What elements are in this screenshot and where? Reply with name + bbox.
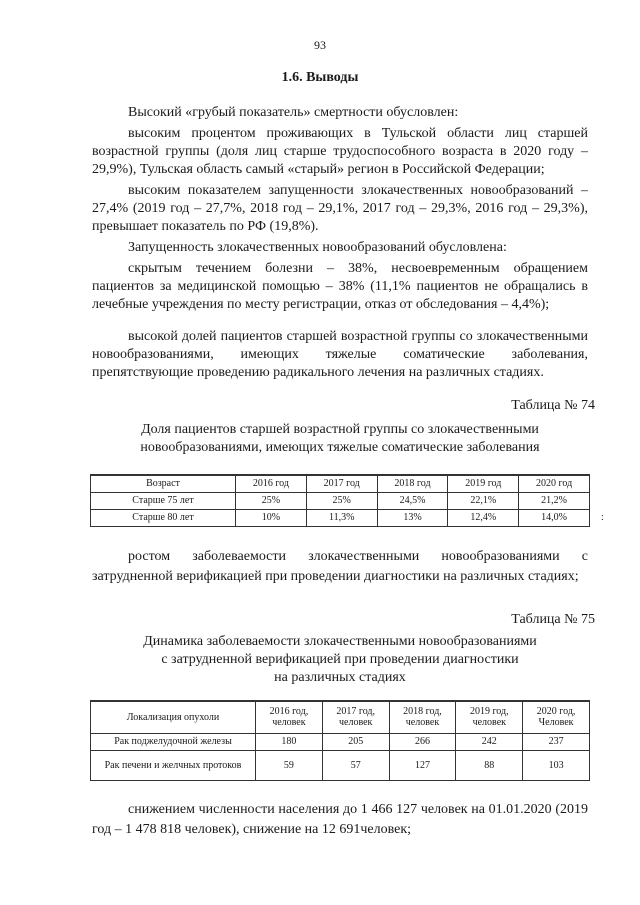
table-header-cell: Локализация опухоли: [91, 701, 256, 733]
table-cell: 25%: [306, 492, 377, 509]
paragraph: Запущенность злокачественных новообразований обусловлена:: [128, 240, 507, 255]
table-header-cell: 2016 год, человек: [256, 701, 323, 733]
table-header-row: [91, 701, 590, 733]
table-cell: 57: [322, 750, 389, 780]
table-cell: 12,4%: [448, 509, 519, 526]
table-cell: 237: [523, 733, 590, 750]
table-74: [90, 474, 590, 527]
table-cell: 59: [256, 750, 323, 780]
page-number: 93: [314, 38, 326, 52]
table-cell: 242: [456, 733, 523, 750]
table-cell: 14,0%: [519, 509, 590, 526]
table-75-title: с затрудненной верификацией при проведении диагностики: [161, 652, 519, 667]
table-cell: 180: [256, 733, 323, 750]
paragraph: Высокий «грубый показатель» смертности обусловлен:: [128, 105, 459, 120]
table-row: [91, 733, 590, 750]
table-74-label: Таблица № 74: [511, 398, 595, 413]
table-cell: 88: [456, 750, 523, 780]
table-header-cell: 2017 год, человек: [322, 701, 389, 733]
table-cell: 21,2%: [519, 492, 590, 509]
table-header-cell: 2020 год, Человек: [523, 701, 590, 733]
paragraph: высокой долей пациентов старшей возрастной группы со злокачественными новообразованиями, имеющих тяжелые соматические заболевания, препятствующие проведению радикального лечения на различных стадиях.: [92, 329, 588, 380]
paragraph: снижением численности населения до 1 466 127 человек на 01.01.2020 (2019 год – 1 478 818 человек), снижение на 12 691человек;: [92, 802, 588, 837]
table-header-cell: 2019 год, человек: [456, 701, 523, 733]
stray-mark: :: [601, 512, 604, 523]
table-cell: Рак поджелудочной железы: [91, 733, 256, 750]
table-header-cell: 2017 год: [306, 475, 377, 492]
table-cell: Старше 80 лет: [91, 509, 236, 526]
table-header-cell: 2020 год: [519, 475, 590, 492]
table-header-cell: Возраст: [91, 475, 236, 492]
table-cell: 13%: [377, 509, 448, 526]
table-cell: 22,1%: [448, 492, 519, 509]
table-75-title: на различных стадиях: [274, 670, 406, 685]
table-header-row: [91, 475, 590, 492]
table-header-cell: 2018 год, человек: [389, 701, 456, 733]
table-row: [91, 509, 590, 526]
table-cell: 25%: [236, 492, 307, 509]
table-row: [91, 492, 590, 509]
table-74-title: Доля пациентов старшей возрастной группы со злокачественными: [141, 422, 539, 437]
table-row: [91, 750, 590, 780]
paragraph: скрытым течением болезни – 38%, несвоевременным обращением пациентов за медицинской помощью – 38% (11,1% пациентов не обращались в лечебные учреждения по месту регистрации, отказ от обследования – 4,4%);: [92, 261, 588, 312]
paragraph: высоким процентом проживающих в Тульской области лиц старшей возрастной группы (доля лиц старше трудоспособного возраста в 2020 году – 29,9%), Тульская область самый «старый» регион в Российской Федерации;: [92, 126, 588, 177]
table-cell: Старше 75 лет: [91, 492, 236, 509]
table-cell: 127: [389, 750, 456, 780]
table-cell: 11,3%: [306, 509, 377, 526]
table-75: [90, 700, 590, 781]
table-header-cell: 2018 год: [377, 475, 448, 492]
table-cell: 10%: [236, 509, 307, 526]
section-heading: 1.6. Выводы: [281, 70, 359, 85]
table-cell: 24,5%: [377, 492, 448, 509]
table-cell: Рак печени и желчных протоков: [91, 750, 256, 780]
table-cell: 205: [322, 733, 389, 750]
paragraph: ростом заболеваемости злокачественными новообразованиями с затрудненной верификацией при проведении диагностики на различных стадиях;: [92, 549, 588, 584]
table-cell: 266: [389, 733, 456, 750]
table-header-cell: 2019 год: [448, 475, 519, 492]
table-75-title: Динамика заболеваемости злокачественными новообразованиями: [143, 634, 537, 649]
table-75-label: Таблица № 75: [511, 612, 595, 627]
table-header-cell: 2016 год: [236, 475, 307, 492]
table-74-title: новообразованиями, имеющих тяжелые соматические заболевания: [140, 440, 540, 455]
paragraph: высоким показателем запущенности злокачественных новообразований – 27,4% (2019 год – 27,7%, 2018 год – 29,1%, 2017 год – 29,3%, 2016 год – 29,3%), превышает показатель по РФ (19,8%).: [92, 183, 588, 234]
table-cell: 103: [523, 750, 590, 780]
